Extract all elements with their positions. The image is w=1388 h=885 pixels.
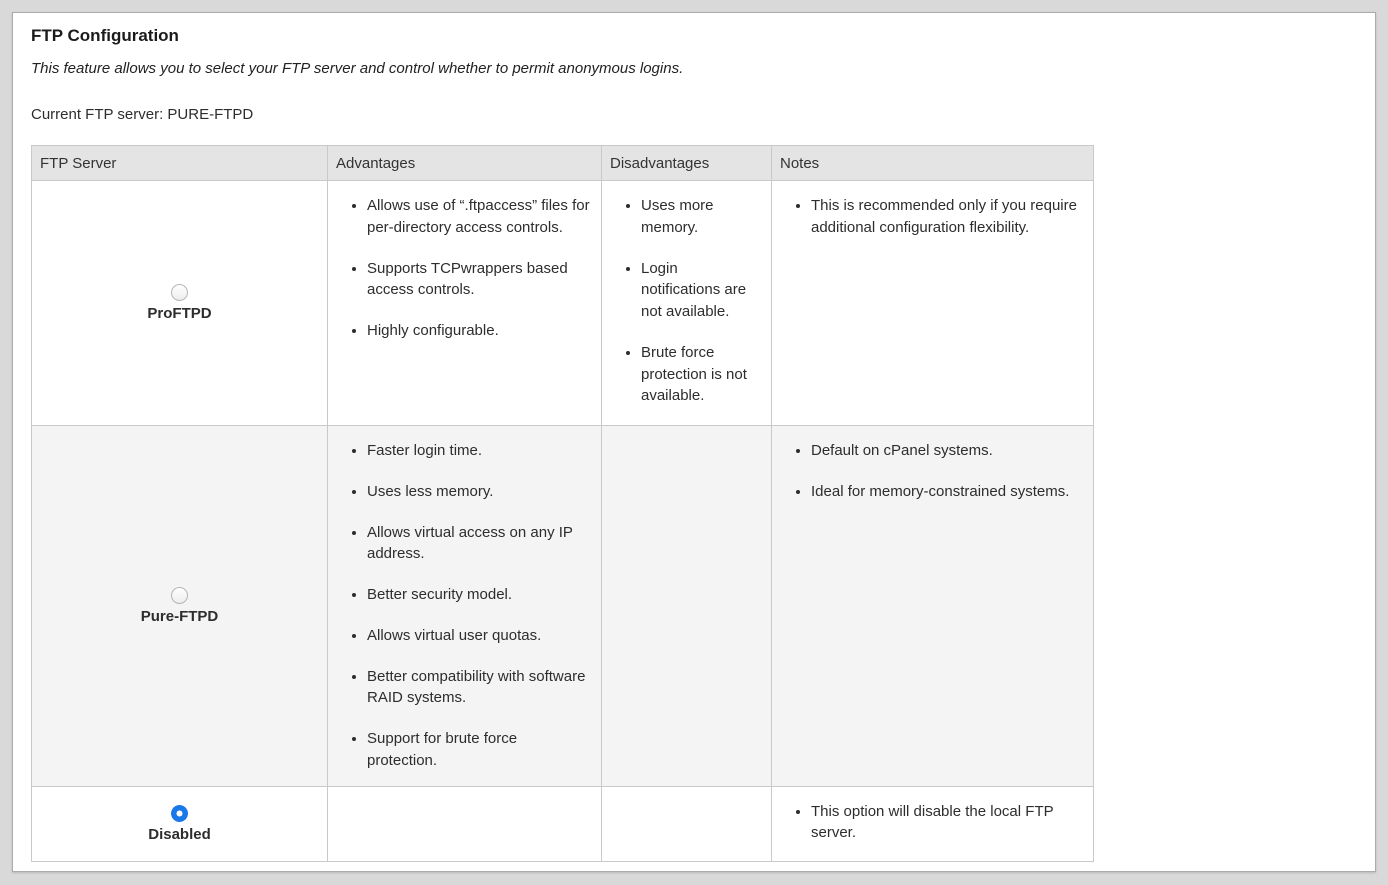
ftp-server-label-pureftpd: Pure-FTPD xyxy=(140,607,219,625)
list-item: • Uses more memory. xyxy=(641,195,761,239)
server-cell-pureftpd xyxy=(32,426,328,787)
list-item: • Allows virtual access on any IP address. xyxy=(367,522,591,566)
notes-cell-pureftpd-list xyxy=(782,440,1083,503)
disadvantages-cell-proftpd-list xyxy=(612,195,761,407)
notes-cell-pureftpd xyxy=(772,426,1094,787)
list-item: • Better security model. xyxy=(367,584,591,606)
list-item: • Highly configurable. xyxy=(367,320,591,342)
server-cell-disabled xyxy=(32,786,328,861)
list-item: • This is recommended only if you require additional configuration flexibility. xyxy=(811,195,1083,239)
ftp-server-radio-disabled[interactable] xyxy=(171,805,188,822)
column-header-advantages: Advantages xyxy=(328,146,602,181)
list-item: • Login notifications are not available. xyxy=(641,258,761,323)
notes-cell-disabled-list xyxy=(782,801,1083,845)
page-description: This feature allows you to select your FTP server and control whether to permit anonymous logins. xyxy=(31,60,684,77)
notes-cell-proftpd-list xyxy=(782,195,1083,239)
advantages-cell-proftpd xyxy=(328,181,602,426)
table-row-proftpd xyxy=(32,181,1094,426)
disadvantages-cell-pureftpd xyxy=(602,426,772,787)
table-row-pureftpd xyxy=(32,426,1094,787)
advantages-cell-pureftpd xyxy=(328,426,602,787)
column-header-notes: Notes xyxy=(772,146,1094,181)
ftp-table-body xyxy=(32,181,1094,862)
table-header-row xyxy=(32,146,1094,181)
advantages-cell-disabled xyxy=(328,786,602,861)
current-server-text: Current FTP server: PURE-FTPD xyxy=(31,106,254,123)
list-item: • Better compatibility with software RAID systems. xyxy=(367,666,591,710)
ftp-server-label-disabled: Disabled xyxy=(148,825,211,843)
list-item: • Allows use of “.ftpaccess” files for per-directory access controls. xyxy=(367,195,591,239)
ftp-server-table xyxy=(31,145,1094,862)
list-item: • Brute force protection is not available. xyxy=(641,342,761,407)
list-item: • This option will disable the local FTP server. xyxy=(811,801,1083,845)
server-cell-proftpd xyxy=(32,181,328,426)
list-item: • Allows virtual user quotas. xyxy=(367,625,591,647)
ftp-configuration-panel xyxy=(12,12,1376,872)
column-header-ftp-server: FTP Server xyxy=(32,146,328,181)
advantages-cell-proftpd-list xyxy=(338,195,591,342)
notes-cell-proftpd xyxy=(772,181,1094,426)
column-header-disadvantages: Disadvantages xyxy=(602,146,772,181)
page-title: FTP Configuration xyxy=(31,26,179,45)
ftp-server-label-proftpd: ProFTPD xyxy=(147,305,212,322)
disadvantages-cell-disabled xyxy=(602,786,772,861)
ftp-server-radio-pureftpd[interactable] xyxy=(171,587,188,604)
advantages-cell-pureftpd-list xyxy=(338,440,591,772)
table-row-disabled xyxy=(32,786,1094,861)
list-item: • Ideal for memory-constrained systems. xyxy=(811,481,1083,503)
list-item: • Faster login time. xyxy=(367,440,591,462)
list-item: • Uses less memory. xyxy=(367,481,591,503)
disadvantages-cell-proftpd xyxy=(602,181,772,426)
list-item: • Default on cPanel systems. xyxy=(811,440,1083,462)
notes-cell-disabled xyxy=(772,786,1094,861)
ftp-server-radio-proftpd[interactable] xyxy=(171,284,188,301)
list-item: • Support for brute force protection. xyxy=(367,728,591,772)
list-item: • Supports TCPwrappers based access controls. xyxy=(367,258,591,302)
